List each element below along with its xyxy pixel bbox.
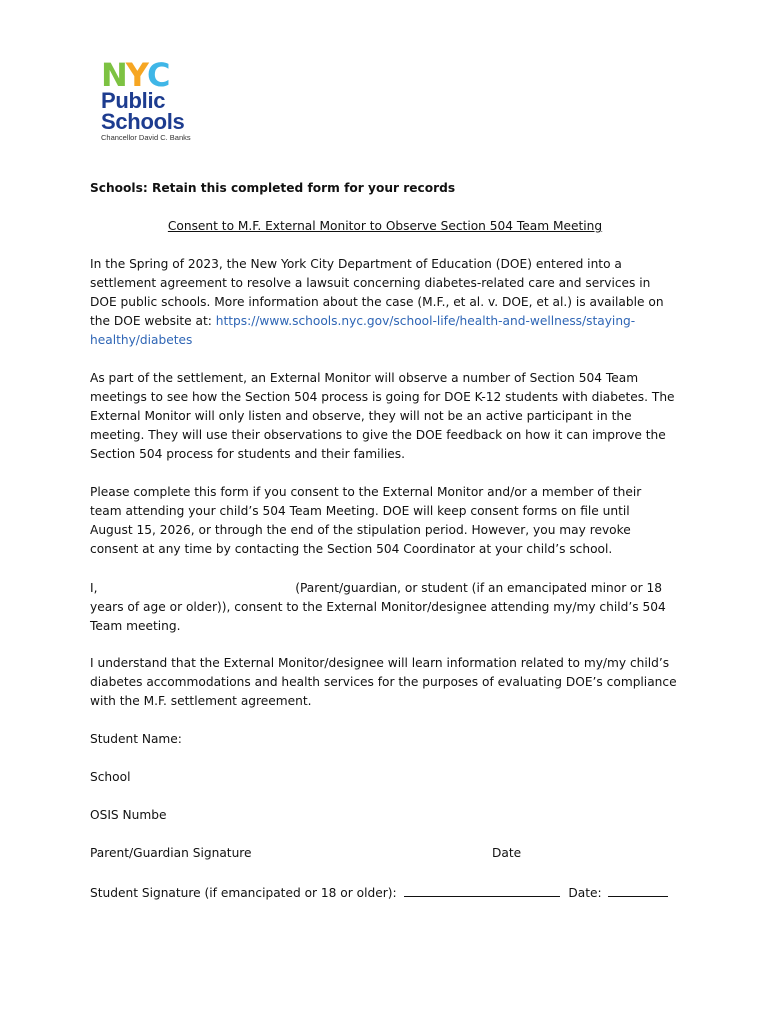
paragraph-line: diabetes accommodations and health services for the purposes of evaluating DOE’s compliance bbox=[90, 675, 677, 689]
student-signature-line[interactable] bbox=[404, 882, 560, 897]
student-signature-label: Student Signature (if emancipated or 18 or older): bbox=[90, 886, 397, 900]
consent-line-rest: (Parent/guardian, or student (if an emancipated minor or 18 bbox=[295, 581, 662, 595]
paragraph-line: meetings to see how the Section 504 process is going for DOE K-12 students with diabetes. The bbox=[90, 390, 675, 404]
intro-line: DOE public schools. More information about the case (M.F., et al. v. DOE, et al.) is available on bbox=[90, 295, 664, 309]
logo-letter-y: Y bbox=[125, 56, 147, 94]
consent-line: years of age or older)), consent to the External Monitor/designee attending my/my child’s 504 bbox=[90, 600, 666, 614]
consent-paragraph bbox=[90, 483, 690, 559]
paragraph-line: consent at any time by contacting the Section 504 Coordinator at your child’s school. bbox=[90, 542, 613, 556]
paragraph-line: Section 504 process for students and their families. bbox=[90, 447, 406, 461]
student-date-line[interactable] bbox=[608, 882, 668, 897]
paragraph-line: As part of the settlement, an External Monitor will observe a number of Section 504 Team bbox=[90, 371, 639, 385]
consent-prefix: I, bbox=[90, 581, 98, 595]
retain-notice: Schools: Retain this completed form for your records bbox=[90, 181, 456, 195]
diabetes-info-link[interactable]: https://www.schools.nyc.gov/school-life/health-and-wellness/staying- bbox=[215, 314, 636, 328]
diabetes-info-link-continued[interactable]: healthy/diabetes bbox=[90, 333, 193, 347]
logo-chancellor: Chancellor David C. Banks bbox=[101, 133, 191, 142]
form-title: Consent to M.F. External Monitor to Observe Section 504 Team Meeting bbox=[167, 219, 603, 233]
logo-public: Public bbox=[101, 88, 166, 113]
understanding-paragraph bbox=[90, 654, 690, 711]
intro-line: In the Spring of 2023, the New York City Department of Education (DOE) entered into a bbox=[90, 257, 622, 271]
consent-statement bbox=[90, 578, 690, 636]
monitor-paragraph bbox=[90, 369, 690, 464]
paragraph-line: team attending your child’s 504 Team Meeting. DOE will keep consent forms on file until bbox=[90, 504, 630, 518]
nyc-wordmark bbox=[101, 56, 211, 94]
student-date-label: Date: bbox=[568, 886, 602, 900]
consent-line: Team meeting. bbox=[90, 619, 181, 633]
osis-number-label: OSIS Numbe bbox=[90, 808, 167, 822]
paragraph-line: meeting. They will use their observations to give the DOE feedback on how it can improve the bbox=[90, 428, 666, 442]
consent-line bbox=[90, 578, 690, 598]
school-label: School bbox=[90, 770, 131, 784]
paragraph-line: External Monitor will only listen and observe, they will not be an active participant in the bbox=[90, 409, 632, 423]
paragraph-line: I understand that the External Monitor/designee will learn information related to my/my child’s bbox=[90, 656, 670, 670]
intro-line: settlement agreement to resolve a lawsuit concerning diabetes-related care and services in bbox=[90, 276, 651, 290]
logo-letter-c: C bbox=[146, 56, 169, 94]
intro-line bbox=[90, 312, 690, 331]
nyc-public-schools-logo bbox=[101, 56, 211, 146]
intro-paragraph bbox=[90, 255, 690, 350]
student-signature-row bbox=[90, 882, 690, 903]
intro-line bbox=[90, 331, 690, 350]
logo-schools: Schools bbox=[101, 109, 185, 134]
paragraph-line: August 15, 2026, or through the end of the stipulation period. However, you may revoke bbox=[90, 523, 631, 537]
date-label: Date bbox=[492, 846, 522, 860]
paragraph-line: Please complete this form if you consent to the External Monitor and/or a member of their bbox=[90, 485, 642, 499]
parent-signature-label: Parent/Guardian Signature bbox=[90, 846, 252, 860]
website-prefix: the DOE website at: bbox=[90, 314, 216, 328]
paragraph-line: with the M.F. settlement agreement. bbox=[90, 694, 312, 708]
logo-letter-n: N bbox=[101, 56, 126, 94]
name-input-area[interactable] bbox=[101, 578, 291, 592]
student-name-label: Student Name: bbox=[90, 732, 182, 746]
